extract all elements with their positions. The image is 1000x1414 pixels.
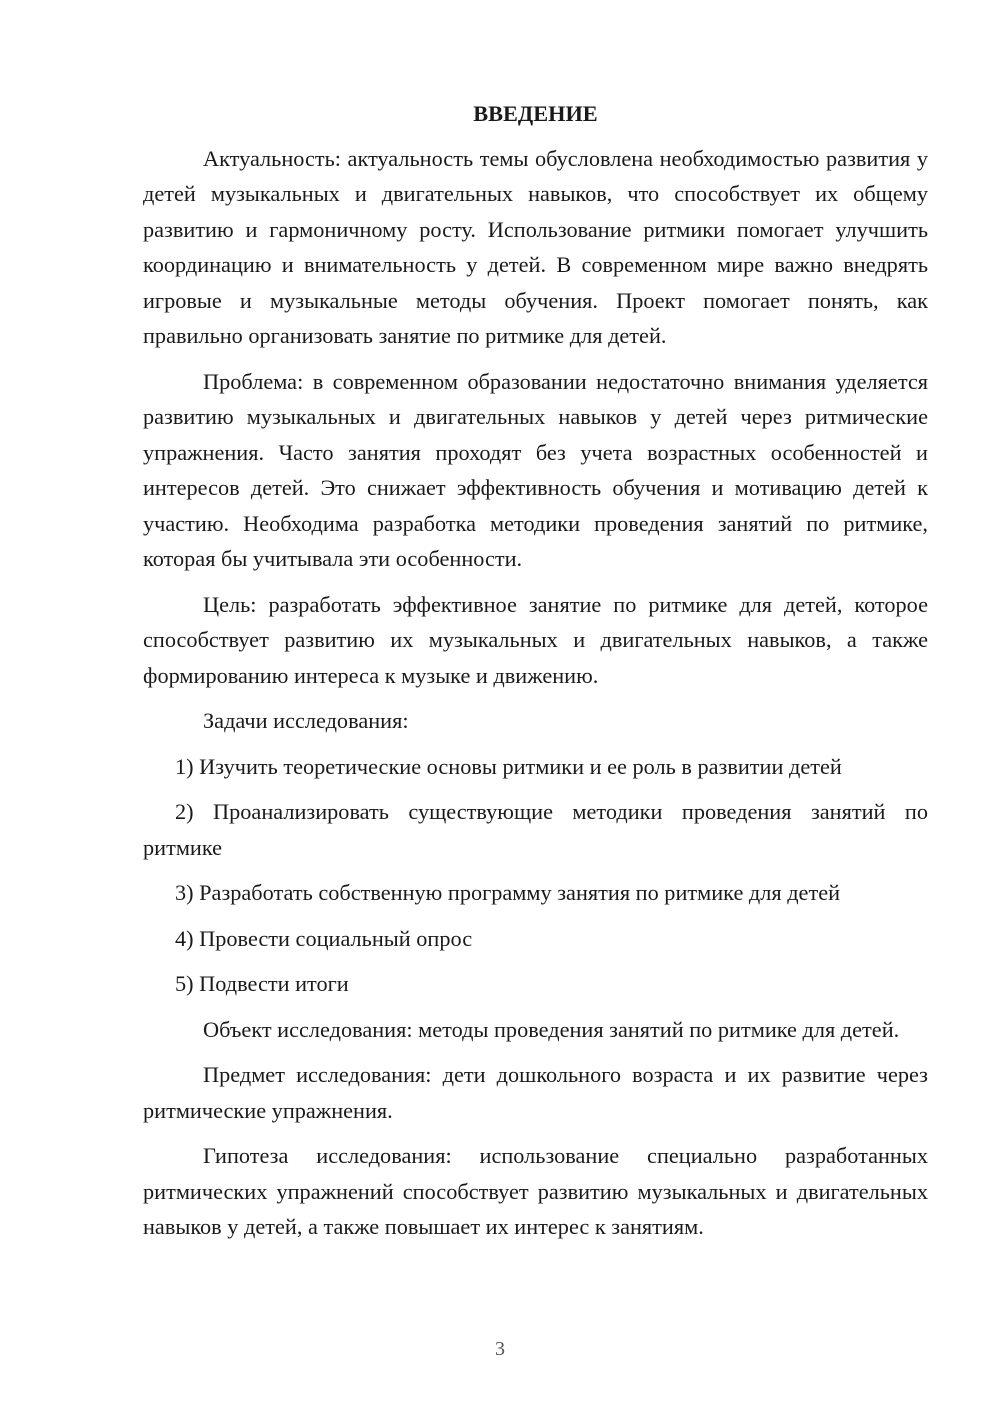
paragraph-object: Объект исследования: методы проведения занятий по ритмике для детей.	[203, 1016, 900, 1042]
paragraph-problem: Проблема: в современном образовании недостаточно внимания уделяется развитию музыкальных и двигательных навыков у детей через ритмические упражнения. Часто занятия проходят без учета возрастных особенностей и интересов детей. Это снижает эффективность обучения и мотивацию детей к участию. Необходима разработка методики проведения занятий по ритмике, которая бы учитывала эти особенности.	[143, 368, 928, 571]
task-item: 5) Подвести итоги	[175, 971, 349, 996]
paragraph-subject: Предмет исследования: дети дошкольного возраста и их развитие через ритмические упражнения.	[143, 1062, 928, 1123]
paragraph-goal: Цель: разработать эффективное занятие по ритмике для детей, которое способствует развитию их музыкальных и двигательных навыков, а также формированию интереса к музыке и движению.	[143, 591, 928, 688]
page-number: 3	[495, 1338, 505, 1360]
task-item: 1) Изучить теоретические основы ритмики и ее роль в развитии детей	[175, 753, 842, 779]
paragraph-tasks-heading: Задачи исследования:	[203, 708, 409, 733]
paragraph-relevance: Актуальность: актуальность темы обусловлена необходимостью развития у детей музыкальных и двигательных навыков, что способствует их общему развитию и гармоничному росту. Использование ритмики помогает улучшить координацию и внимательность у детей. В современном мире важно внедрять игровые и музыкальные методы обучения. Проект помогает понять, как правильно организовать занятие по ритмике для детей.	[143, 145, 928, 348]
task-item: 4) Провести социальный опрос	[175, 925, 473, 951]
task-item: 3) Разработать собственную программу занятия по ритмике для детей	[175, 880, 841, 905]
paragraph-hypothesis: Гипотеза исследования: использование специально разработанных ритмических упражнений способствует развитию музыкальных и двигательных навыков у детей, а также повышает их интерес к занятиям.	[143, 1143, 928, 1239]
task-item: 2) Проанализировать существующие методики проведения занятий по ритмике	[143, 799, 928, 860]
section-title: ВВЕДЕНИЕ	[473, 101, 598, 126]
